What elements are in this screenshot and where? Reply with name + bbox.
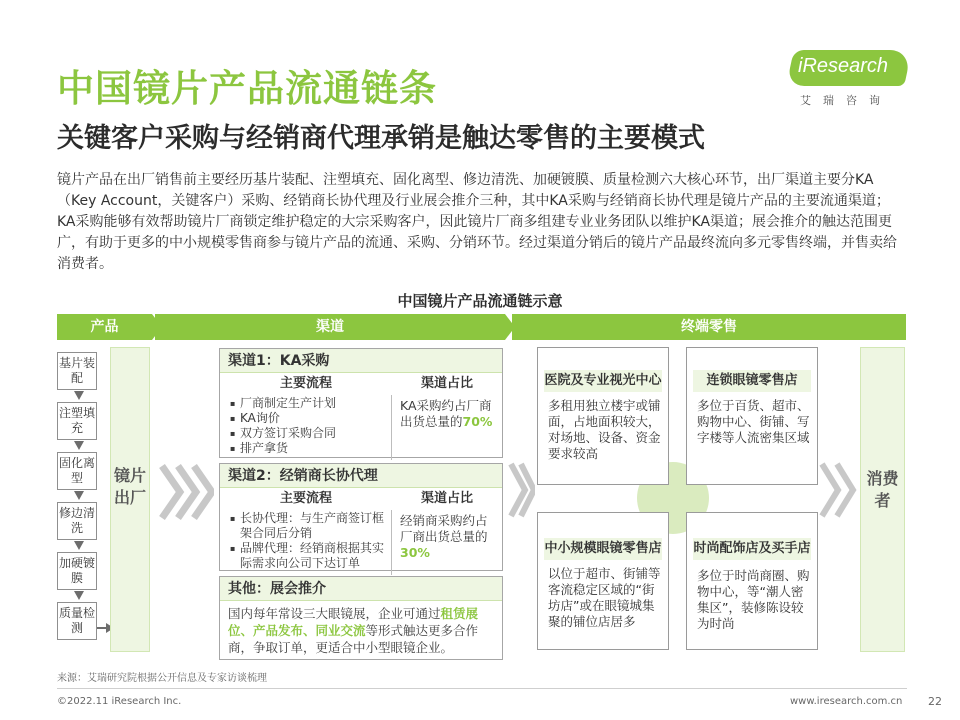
retail-card: [537, 347, 669, 485]
channel-title: 其他：展会推介: [220, 577, 502, 601]
column-header-retail: 终端零售: [512, 314, 906, 340]
retail-card: [686, 347, 818, 485]
down-arrow-icon: [74, 541, 84, 550]
share-text: [392, 395, 502, 460]
column-label-share: 渠道占比: [420, 491, 473, 506]
footer-divider: [57, 688, 907, 689]
retail-title: 时尚配饰店及买手店: [693, 538, 811, 560]
logo-subtitle: 艾瑞咨询: [800, 94, 892, 107]
consumer-label: 消费者: [866, 469, 899, 510]
iresearch-logo: [790, 50, 920, 110]
exhibition-text: 国内每年常设三大眼镜展，企业可通过: [228, 606, 441, 621]
retail-description: 以位于超市、街铺等客流稳定区域的“街坊店”或在眼镜城集聚的铺位店居多: [548, 566, 661, 629]
factory-label: 镜片出厂: [113, 466, 146, 507]
exhibition-text: 等形式触达更多合作商，争取订单，更适合中小型眼镜企业。: [228, 623, 479, 655]
down-arrow-icon: [74, 391, 84, 400]
retail-description: 多位于百货、超市、购物中心、街铺、写字楼等人流密集区域: [697, 398, 810, 445]
retail-title: 医院及专业视光中心: [544, 370, 662, 392]
chevron-arrows-icon: [818, 460, 858, 520]
share-description: KA采购约占厂商出货总量的: [400, 398, 492, 429]
page-number: 22: [928, 695, 942, 708]
production-step: 基片装配: [57, 352, 97, 390]
channel-card-distributor: [219, 463, 503, 571]
production-step: 注塑填充: [57, 402, 97, 440]
production-step: 固化离型: [57, 452, 97, 490]
process-item: ▪ 品牌代理：经销商根据其实际需求向公司下达订单: [230, 541, 389, 571]
process-item: ▪ 厂商制定生产计划: [230, 396, 389, 411]
down-arrow-icon: [74, 591, 84, 600]
chevron-arrows-icon: [507, 460, 535, 520]
diagram-title: 中国镜片产品流通链示意: [397, 292, 563, 310]
production-step: 质量检测: [57, 602, 97, 640]
process-item: ▪ 排产拿货: [230, 441, 389, 456]
channel-title: 渠道2：经销商长协代理: [220, 464, 502, 488]
source-note: 来源：艾瑞研究院根据公开信息及专家访谈梳理: [57, 673, 267, 684]
exhibition-description: [220, 601, 502, 660]
share-value: 30%: [400, 545, 430, 560]
production-step: 修边清洗: [57, 502, 97, 540]
page-title: 中国镜片产品流通链条: [57, 67, 437, 110]
intro-paragraph: 镜片产品在出厂销售前主要经历基片装配、注塑填充、固化离型、修边清洗、加硬镀膜、质量检测六大核心环节，出厂渠道主要分KA（Key Account，关键客户）采购、经销商长协代理及行业展会推介三种，其中KA采购与经销商长协代理是镜片产品的主要流通渠道；KA采购能够有效帮助镜片厂商锁定维护稳定的大宗采购客户，因此镜片厂商多组建专业业务团队以维护KA渠道；展会推介的触达范围更广，有助于更多的中小规模零售商参与镜片产品的流通、采购、分销环节。经过渠道分销后的镜片产品最终流向多元零售终端，并售卖给消费者。: [57, 172, 897, 272]
share-text: [392, 510, 502, 575]
process-item: ▪ KA询价: [230, 411, 389, 426]
process-list: [220, 510, 392, 575]
retail-title: 中小规模眼镜零售店: [544, 538, 662, 560]
retail-title: 连锁眼镜零售店: [693, 370, 811, 392]
channel-card-exhibition: [219, 576, 503, 660]
column-header-product: 产品: [57, 314, 152, 340]
process-item: ▪ 长协代理：与生产商签订框架合同后分销: [230, 511, 389, 541]
website: www.iresearch.com.cn: [790, 696, 903, 707]
down-arrow-icon: [74, 491, 84, 500]
chevron-arrows-icon: [158, 462, 214, 522]
column-header-channel: 渠道: [155, 314, 505, 340]
column-label-process: 主要流程: [279, 491, 332, 506]
production-step: 加硬镀膜: [57, 552, 97, 590]
column-label-process: 主要流程: [279, 376, 332, 391]
down-arrow-icon: [74, 441, 84, 450]
retail-card: [537, 512, 669, 650]
share-value: 70%: [462, 414, 493, 429]
copyright: ©2022.11 iResearch Inc.: [57, 696, 182, 707]
channel-card-ka: [219, 348, 503, 458]
page-subtitle: 关键客户采购与经销商代理承销是触达零售的主要模式: [57, 123, 705, 154]
process-item: ▪ 双方签订采购合同: [230, 426, 389, 441]
column-label-share: 渠道占比: [420, 376, 473, 391]
channel-title: 渠道1：KA采购: [220, 349, 502, 373]
retail-description: 多位于时尚商圈、购物中心，等“潮人密集区”，装修陈设较为时尚: [697, 568, 810, 631]
process-list: [220, 395, 392, 460]
exhibition-highlight: 租赁展位、产品发布、同业交流: [228, 606, 479, 638]
retail-description: 多租用独立楼宇或铺面，占地面积较大，对场地、设备、资金要求较高: [548, 398, 661, 461]
logo-name: iResearch: [798, 55, 889, 77]
retail-card: [686, 512, 818, 650]
share-description: 经销商采购约占厂商出货总量的: [400, 513, 488, 544]
